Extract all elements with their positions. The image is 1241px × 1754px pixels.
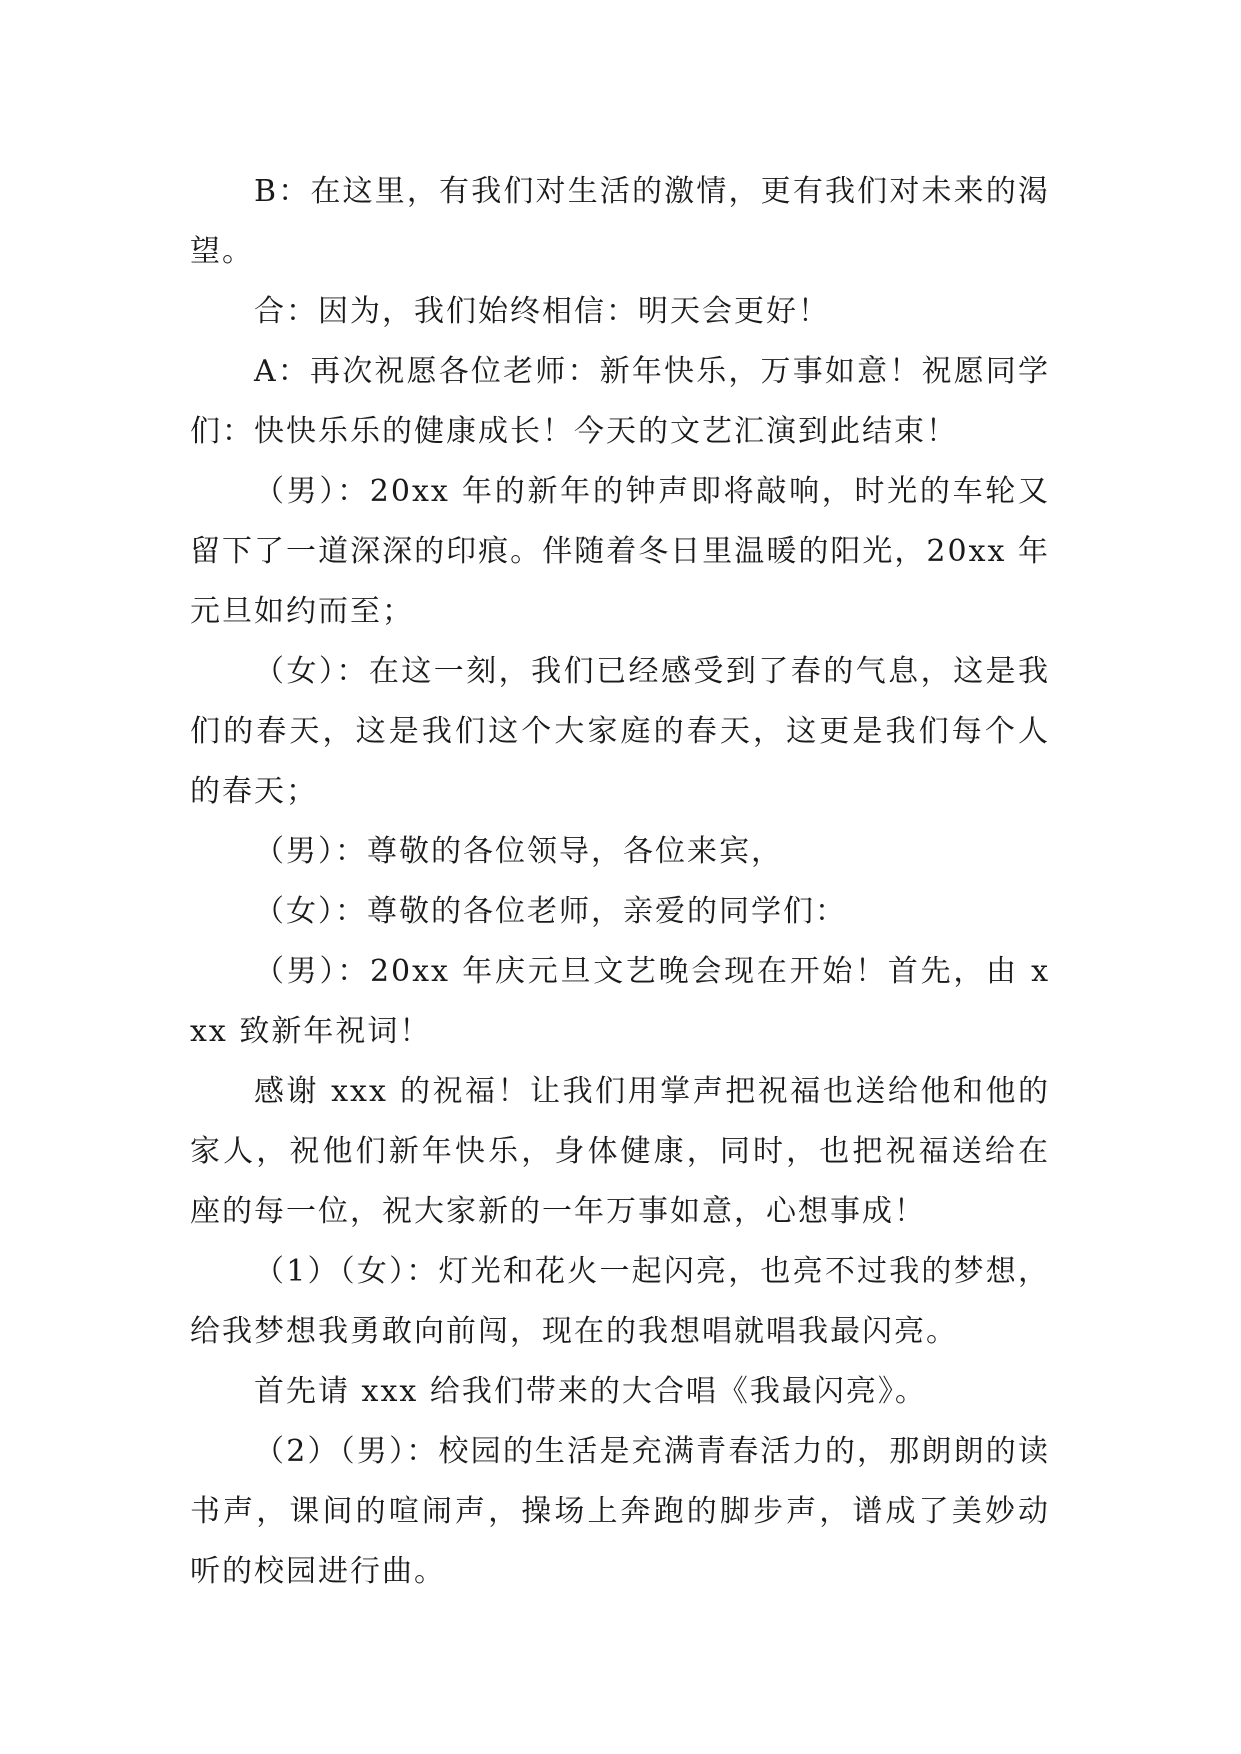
paragraph-b-line: B：在这里，有我们对生活的激情，更有我们对未来的渴望。	[190, 174, 1050, 269]
paragraph-male-greeting: （男）：尊敬的各位领导，各位来宾，	[254, 834, 783, 869]
paragraph-program-2: （2）（男）：校园的生活是充满青春活力的，那朗朗的读书声，课间的喧闹声，操场上奔跑的脚步声，谱成了美妙动听的校园进行曲。	[190, 1434, 1050, 1589]
document-body	[190, 162, 1050, 1602]
paragraph-together-line: 合：因为，我们始终相信：明天会更好！	[254, 294, 830, 329]
paragraph-chorus-intro: 首先请 xxx 给我们带来的大合唱《我最闪亮》。	[254, 1374, 927, 1409]
paragraph-a-closing: A：再次祝愿各位老师：新年快乐，万事如意！祝愿同学们：快快乐乐的健康成长！今天的文艺汇演到此结束！	[190, 354, 1050, 449]
paragraph-female-spring: （女）：在这一刻，我们已经感受到了春的气息，这是我们的春天，这是我们这个大家庭的春天，这更是我们每个人的春天；	[190, 654, 1050, 809]
paragraph-female-greeting: （女）：尊敬的各位老师，亲爱的同学们：	[254, 894, 847, 929]
paragraph-program-1: （1）（女）：灯光和花火一起闪亮，也亮不过我的梦想，给我梦想我勇敢向前闯，现在的我想唱就唱我最闪亮。	[190, 1254, 1050, 1349]
paragraph-male-opening: （男）：20xx 年庆元旦文艺晚会现在开始！首先，由 xxx 致新年祝词！	[190, 954, 1050, 1049]
paragraph-thanks: 感谢 xxx 的祝福！让我们用掌声把祝福也送给他和他的家人，祝他们新年快乐，身体健康，同时，也把祝福送给在座的每一位，祝大家新的一年万事如意，心想事成！	[190, 1074, 1050, 1229]
paragraph-male-bell: （男）：20xx 年的新年的钟声即将敲响，时光的车轮又留下了一道深深的印痕。伴随着冬日里温暖的阳光，20xx 年元旦如约而至；	[190, 474, 1050, 629]
